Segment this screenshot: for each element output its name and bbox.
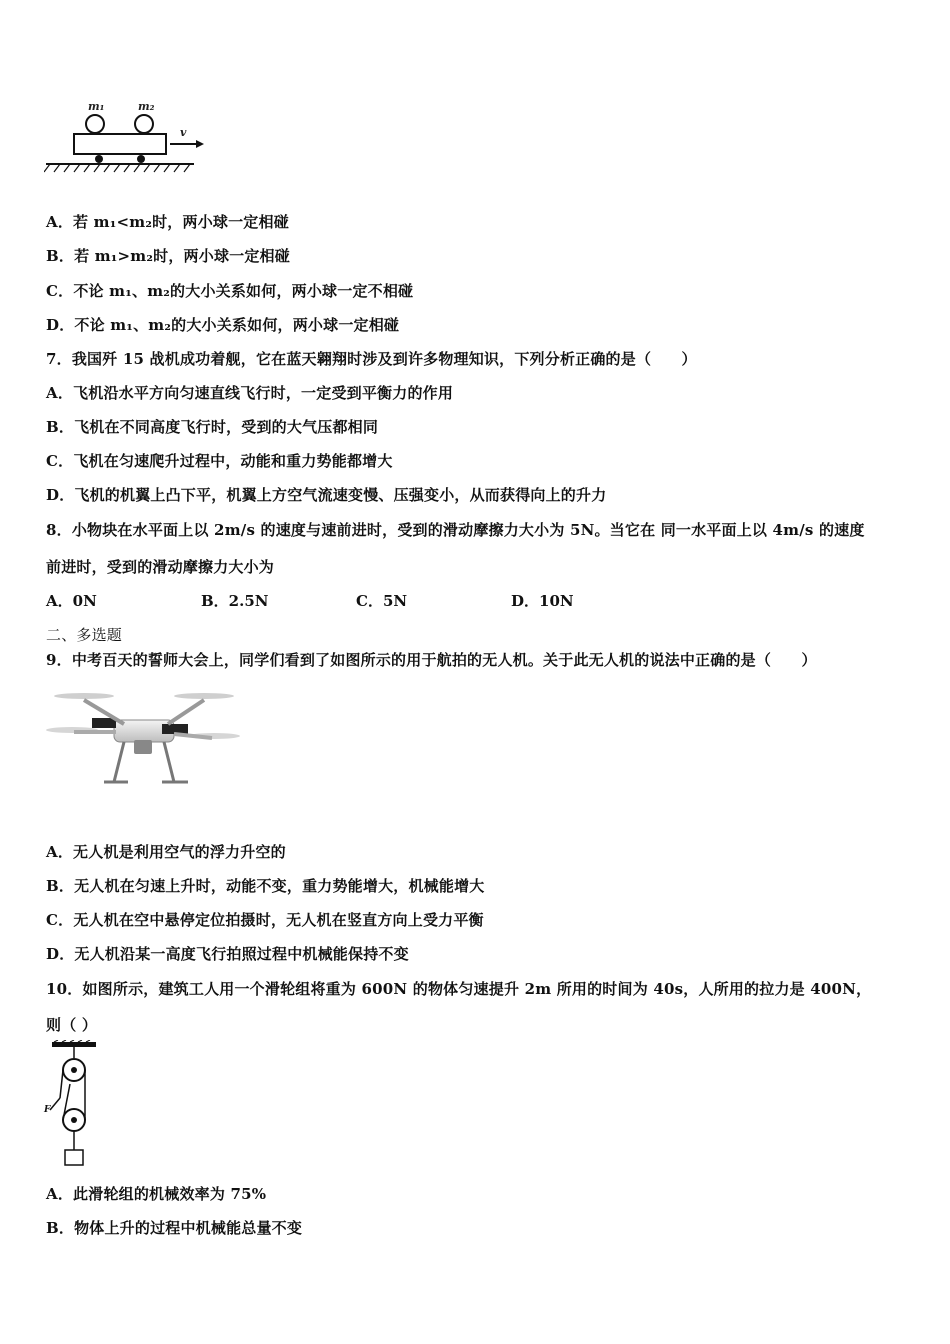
force-label: F	[44, 1105, 51, 1115]
q7-stem: 7．我国歼 15 战机成功着舰，它在蓝天翱翔时涉及到许多物理知识，下列分析正确的是（ ）	[46, 350, 697, 368]
q8-stem-line1: 8．小物块在水平面上以 2m/s 的速度与速前进时，受到的滑动摩擦力大小为 5N。当它在 同一水平面上以 4m/s 的速度	[46, 521, 865, 539]
q9-stem: 9．中考百天的誓师大会上，同学们看到了如图所示的用于航拍的无人机。关于此无人机的说法中正确的是（ ）	[46, 651, 817, 669]
cart-wheel-left	[95, 155, 103, 163]
q7-option-d: D．飞机的机翼上凸下平，机翼上方空气流速变慢、压强变小，从而获得向上的升力	[46, 486, 607, 504]
load-block	[65, 1150, 83, 1165]
q8-stem-line2: 前进时，受到的滑动摩擦力大小为	[46, 558, 275, 576]
q7-option-c: C．飞机在匀速爬升过程中，动能和重力势能都增大	[46, 452, 393, 470]
drone-image	[44, 682, 240, 792]
q7-option-a: A．飞机沿水平方向匀速直线飞行时，一定受到平衡力的作用	[46, 384, 454, 402]
cart-balls-figure	[44, 96, 214, 182]
q10-option-a: A．此滑轮组的机械效率为 75%	[46, 1185, 267, 1203]
q8-options	[46, 590, 666, 611]
ball-m2	[135, 115, 153, 133]
q6-option-b: B．若 m₁>m₂时，两小球一定相碰	[46, 247, 290, 265]
q6-option-c: C．不论 m₁、m₂的大小关系如何，两小球一定不相碰	[46, 282, 414, 300]
q9-option-c: C．无人机在空中悬停定位拍摄时，无人机在竖直方向上受力平衡	[46, 911, 484, 929]
q9-option-d: D．无人机沿某一高度飞行拍照过程中机械能保持不变	[46, 945, 409, 963]
m1-label: m₁	[88, 100, 105, 113]
q7-option-b: B．飞机在不同高度飞行时，受到的大气压都相同	[46, 418, 379, 436]
m2-label: m₂	[138, 100, 155, 113]
cart-wheel-right	[137, 155, 145, 163]
q6-option-a: A．若 m₁<m₂时，两小球一定相碰	[46, 213, 289, 231]
velocity-label: v	[180, 126, 187, 139]
q9-option-a: A．无人机是利用空气的浮力升空的	[46, 843, 286, 861]
q10-option-b: B．物体上升的过程中机械能总量不变	[46, 1219, 303, 1237]
q8-option-d: D．10N	[511, 592, 574, 610]
q8-option-c: C．5N	[356, 592, 408, 610]
q8-option-b: B．2.5N	[201, 592, 269, 610]
q8-option-a: A．0N	[46, 592, 97, 610]
pulley-figure	[42, 1040, 106, 1168]
q9-option-b: B．无人机在匀速上升时，动能不变，重力势能增大，机械能增大	[46, 877, 485, 895]
q10-stem-line2: 则（ ）	[46, 1016, 98, 1034]
ball-m1	[86, 115, 104, 133]
ground-hatching	[44, 164, 190, 172]
q10-stem-line1: 10．如图所示，建筑工人用一个滑轮组将重为 600N 的物体匀速提升 2m 所用的时间为 40s，人所用的拉力是 400N，	[46, 980, 872, 998]
cart-body	[74, 134, 166, 154]
section-title: 二、多选题	[46, 626, 123, 644]
q6-option-d: D．不论 m₁、m₂的大小关系如何，两小球一定相碰	[46, 316, 400, 334]
